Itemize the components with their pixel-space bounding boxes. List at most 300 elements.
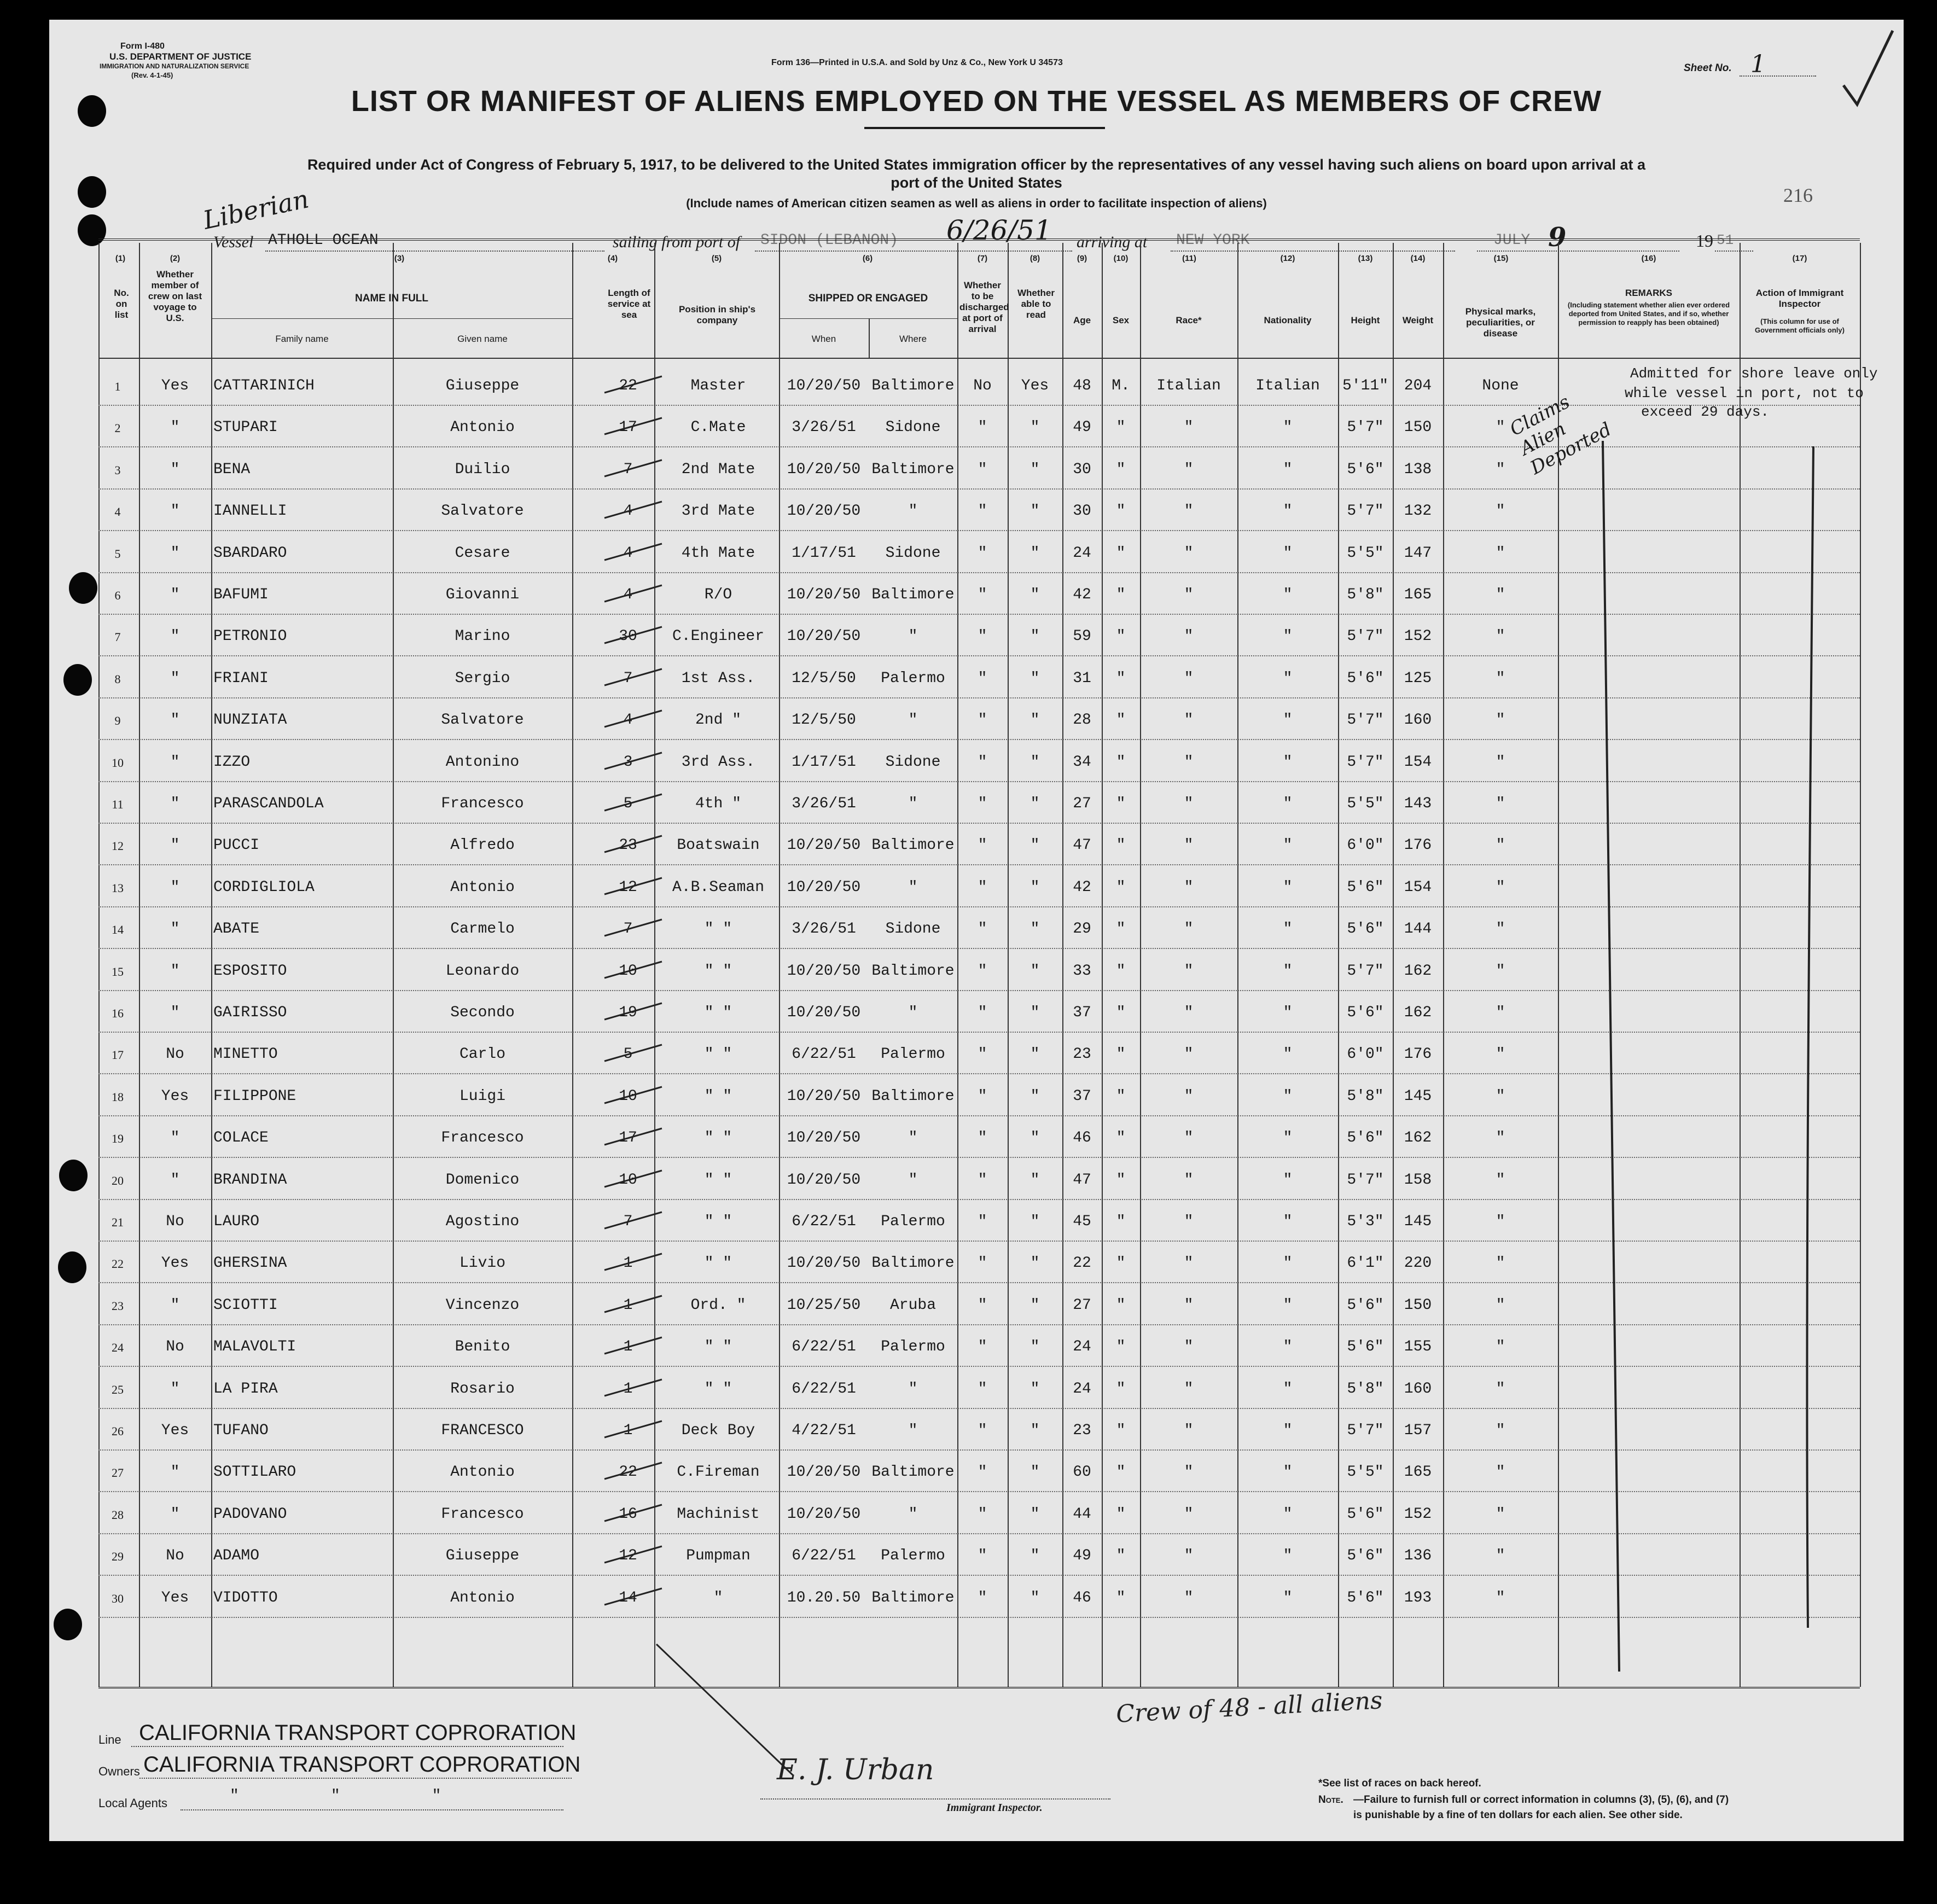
shipped-where-cell: Baltimore <box>871 1255 955 1272</box>
service-length-cell: 22 <box>619 1464 637 1481</box>
age-cell: 33 <box>1073 962 1091 980</box>
age-cell: 24 <box>1073 544 1091 562</box>
weight-cell: 158 <box>1404 1171 1432 1189</box>
service-length-cell: 1 <box>623 1422 633 1439</box>
check-stroke <box>602 784 667 817</box>
year-prefix: 19 <box>1696 231 1713 251</box>
service-length-cell: 5 <box>623 1046 633 1063</box>
family-name-cell: MINETTO <box>213 1046 278 1063</box>
service-length-cell: 14 <box>619 1589 637 1606</box>
shipped-when-cell: 3/26/51 <box>792 795 856 812</box>
physical-marks-cell: " <box>1496 669 1505 687</box>
row-number: 27 <box>112 1466 124 1480</box>
discharge-cell: " <box>978 1046 987 1063</box>
weight-cell: 154 <box>1404 878 1432 896</box>
weight-cell: 152 <box>1404 1505 1432 1523</box>
age-cell: 23 <box>1073 1422 1091 1439</box>
nationality-cell: " <box>1283 962 1293 980</box>
shipped-where-cell: Baltimore <box>871 1589 955 1606</box>
shipped-when-cell: 3/26/51 <box>792 921 856 938</box>
shipped-where-cell: Baltimore <box>871 461 955 478</box>
sex-cell: " <box>1116 419 1126 436</box>
row-number: 13 <box>112 881 124 895</box>
family-name-cell: LAURO <box>213 1213 260 1230</box>
read-cell: " <box>1030 1422 1040 1439</box>
row-number: 9 <box>114 714 121 728</box>
col-num-11: (11) <box>1182 254 1196 263</box>
given-name-cell: Antonio <box>450 1589 515 1606</box>
nationality-cell: " <box>1283 1505 1293 1523</box>
age-cell: 49 <box>1073 419 1091 436</box>
prev-voyage-cell: " <box>170 1004 180 1021</box>
race-cell: " <box>1184 712 1194 729</box>
row-number: 25 <box>112 1382 124 1396</box>
sex-cell: " <box>1116 1380 1126 1398</box>
read-cell: " <box>1030 1171 1040 1189</box>
age-cell: 47 <box>1073 837 1091 854</box>
check-stroke <box>602 1077 667 1110</box>
sex-cell: " <box>1116 669 1126 687</box>
position-cell: Ord. " <box>690 1296 746 1314</box>
col-header-name: NAME IN FULL <box>354 293 429 304</box>
given-name-cell: Secondo <box>450 1004 515 1021</box>
sex-cell: " <box>1116 1046 1126 1063</box>
height-cell: 5'7" <box>1347 628 1384 645</box>
height-cell: 5'6" <box>1347 461 1384 478</box>
service-length-cell: 16 <box>619 1505 637 1523</box>
given-name-cell: Antonio <box>450 1464 515 1481</box>
family-name-cell: MALAVOLTI <box>213 1338 296 1356</box>
position-cell: " " <box>704 921 732 938</box>
family-name-cell: CATTARINICH <box>213 377 315 394</box>
read-cell: " <box>1030 1129 1040 1147</box>
discharge-cell: " <box>978 1547 987 1565</box>
position-cell: 1st Ass. <box>681 669 755 687</box>
race-cell: " <box>1184 461 1194 478</box>
race-cell: " <box>1184 1422 1194 1439</box>
arrival-day: 9 <box>1548 222 1567 253</box>
shipped-where-cell: Baltimore <box>871 1464 955 1481</box>
service-length-cell: 4 <box>623 544 633 562</box>
prev-voyage-cell: " <box>170 1171 180 1189</box>
prev-voyage-cell: Yes <box>161 1087 189 1105</box>
weight-cell: 176 <box>1404 1046 1432 1063</box>
sex-cell: " <box>1116 1589 1126 1606</box>
check-stroke <box>602 826 667 859</box>
family-name-cell: SBARDARO <box>213 544 287 562</box>
age-cell: 29 <box>1073 921 1091 938</box>
race-cell: " <box>1184 1171 1194 1189</box>
discharge-cell: " <box>978 1505 987 1523</box>
check-stroke <box>602 1370 667 1402</box>
height-cell: 5'11" <box>1342 377 1388 394</box>
row-number: 29 <box>112 1550 124 1564</box>
sex-cell: " <box>1116 1464 1126 1481</box>
shipped-when-cell: 10/20/50 <box>787 503 861 520</box>
discharge-cell: " <box>978 628 987 645</box>
col-num-6: (6) <box>862 254 873 263</box>
physical-marks-cell: " <box>1496 1171 1505 1189</box>
race-cell: " <box>1184 962 1194 980</box>
sex-cell: " <box>1116 962 1126 980</box>
nationality-cell: " <box>1283 1213 1293 1230</box>
prev-voyage-cell: " <box>170 712 180 729</box>
read-cell: " <box>1030 962 1040 980</box>
sex-cell: " <box>1116 753 1126 771</box>
note-text-1: —Failure to furnish full or correct information in columns (3), (5), (6), and (7) <box>1353 1794 1729 1806</box>
service-length-cell: 7 <box>623 461 633 478</box>
prev-voyage-cell: No <box>166 1046 184 1063</box>
prev-voyage-cell: " <box>170 544 180 562</box>
sailing-port: SIDON (LEBANON) <box>760 232 899 249</box>
given-name-cell: Carmelo <box>450 921 515 938</box>
shipped-when-cell: 6/22/51 <box>792 1547 856 1565</box>
physical-marks-cell: " <box>1496 1213 1505 1230</box>
shipped-where-cell: " <box>908 1422 918 1439</box>
read-cell: " <box>1030 795 1040 812</box>
service-length-cell: 17 <box>619 419 637 436</box>
position-cell: " " <box>704 1087 732 1105</box>
position-cell: A.B.Seaman <box>672 878 765 896</box>
given-name-cell: Alfredo <box>450 837 515 854</box>
position-cell: " " <box>704 1046 732 1063</box>
position-cell: " " <box>704 1004 732 1021</box>
discharge-cell: " <box>978 1171 987 1189</box>
col-header-when: When <box>811 334 836 344</box>
height-cell: 5'3" <box>1347 1213 1384 1230</box>
physical-marks-cell: None <box>1482 377 1519 394</box>
col-num-2: (2) <box>170 254 181 263</box>
sex-cell: " <box>1116 1296 1126 1314</box>
physical-marks-cell: " <box>1496 837 1505 854</box>
prev-voyage-cell: Yes <box>161 1422 189 1439</box>
family-name-cell: PADOVANO <box>213 1505 287 1523</box>
prev-voyage-cell: No <box>166 1213 184 1230</box>
given-name-cell: Giuseppe <box>445 1547 520 1565</box>
race-cell: " <box>1184 1296 1194 1314</box>
shipped-when-cell: 1/17/51 <box>792 544 856 562</box>
race-cell: " <box>1184 753 1194 771</box>
position-cell: 3rd Ass. <box>681 753 755 771</box>
position-cell: 3rd Mate <box>681 503 755 520</box>
height-cell: 5'6" <box>1347 1296 1384 1314</box>
given-name-cell: Carlo <box>459 1046 505 1063</box>
height-cell: 5'8" <box>1347 1087 1384 1105</box>
family-name-cell: ADAMO <box>213 1547 260 1565</box>
nationality-cell: " <box>1283 1296 1293 1314</box>
race-cell: " <box>1184 921 1194 938</box>
discharge-cell: " <box>978 1338 987 1356</box>
discharge-cell: " <box>978 1255 987 1272</box>
prev-voyage-cell: Yes <box>161 377 189 394</box>
col-num-16: (16) <box>1641 254 1656 263</box>
age-cell: 30 <box>1073 461 1091 478</box>
shipped-where-cell: Sidone <box>885 921 941 938</box>
service-length-cell: 23 <box>619 837 637 854</box>
service-length-cell: 30 <box>619 628 637 645</box>
col-header-weight: Weight <box>1402 315 1434 325</box>
service-length-cell: 1 <box>623 1338 633 1356</box>
shipped-where-cell: " <box>908 1004 918 1021</box>
check-stroke <box>602 952 667 985</box>
col-num-7: (7) <box>977 254 988 263</box>
owners-value: CALIFORNIA TRANSPORT COPRORATION <box>143 1752 581 1777</box>
col-num-12: (12) <box>1280 254 1295 263</box>
age-cell: 46 <box>1073 1589 1091 1606</box>
age-cell: 24 <box>1073 1338 1091 1356</box>
col-header-age: Age <box>1073 315 1091 325</box>
sex-cell: " <box>1116 461 1126 478</box>
shipped-when-cell: 12/5/50 <box>792 669 856 687</box>
read-cell: " <box>1030 1087 1040 1105</box>
vessel-label: Vessel <box>213 233 254 251</box>
owners-label: Owners <box>98 1765 140 1778</box>
height-cell: 6'0" <box>1347 837 1384 854</box>
nationality-cell: " <box>1283 1255 1293 1272</box>
col-header-where: Where <box>899 334 927 344</box>
physical-marks-cell: " <box>1496 1255 1505 1272</box>
col-header-remarks-sub: (Including statement whether alien ever ordered deported from United States, and if so, whether permission to reapply has been obtained) <box>1567 301 1730 327</box>
family-name-cell: BRANDINA <box>213 1171 287 1189</box>
nationality-cell: " <box>1283 921 1293 938</box>
weight-cell: 155 <box>1404 1338 1432 1356</box>
prev-voyage-cell: " <box>170 795 180 812</box>
prev-voyage-cell: " <box>170 461 180 478</box>
height-cell: 5'7" <box>1347 1422 1384 1439</box>
service: IMMIGRATION AND NATURALIZATION SERVICE <box>100 62 249 70</box>
shipped-when-cell: 10/20/50 <box>787 377 861 394</box>
col-num-3: (3) <box>394 254 405 263</box>
given-name-cell: Livio <box>459 1255 505 1272</box>
shipped-where-cell: " <box>908 1505 918 1523</box>
requirement-text: Required under Act of Congress of February 5, 1917, to be delivered to the United States immigration officer by the representatives of any vessel having such aliens on board upon arrival at a <box>307 156 1646 173</box>
family-name-cell: SCIOTTI <box>213 1296 278 1314</box>
service-length-cell: 4 <box>623 712 633 729</box>
col-header-sex: Sex <box>1112 315 1130 325</box>
position-cell: Deck Boy <box>681 1422 755 1439</box>
remarks-handwritten: Claims Alien Deported <box>1506 391 1615 479</box>
physical-marks-cell: " <box>1496 712 1505 729</box>
family-name-cell: BENA <box>213 461 251 478</box>
row-number: 10 <box>112 755 124 770</box>
prev-voyage-cell: " <box>170 878 180 896</box>
shipped-where-cell: Baltimore <box>871 377 955 394</box>
line-label: Line <box>98 1733 121 1746</box>
shipped-when-cell: 6/22/51 <box>792 1380 856 1398</box>
check-stroke <box>602 701 667 733</box>
remarks-typed-3: exceed 29 days. <box>1641 404 1770 420</box>
position-cell: Pumpman <box>686 1547 751 1565</box>
row-number: 22 <box>112 1257 124 1271</box>
check-stroke <box>602 1244 667 1277</box>
col-num-5: (5) <box>711 254 722 263</box>
prev-voyage-cell: " <box>170 586 180 603</box>
shipped-where-cell: " <box>908 878 918 896</box>
position-cell: " <box>713 1589 723 1606</box>
shipped-when-cell: 10/20/50 <box>787 1464 861 1481</box>
sailing-date: 6/26/51 <box>946 214 1052 246</box>
check-stroke <box>602 450 667 483</box>
shipped-where-cell: Palermo <box>881 1547 945 1565</box>
row-number: 18 <box>112 1090 124 1104</box>
shipped-when-cell: 6/22/51 <box>792 1338 856 1356</box>
read-cell: " <box>1030 669 1040 687</box>
weight-cell: 150 <box>1404 419 1432 436</box>
remarks-typed-2: while vessel in port, not to <box>1625 385 1864 401</box>
nationality-cell: " <box>1283 1004 1293 1021</box>
age-cell: 59 <box>1073 628 1091 645</box>
discharge-cell: " <box>978 586 987 603</box>
service-length-cell: 12 <box>619 1547 637 1565</box>
age-cell: 27 <box>1073 1296 1091 1314</box>
shipped-where-cell: Sidone <box>885 544 941 562</box>
given-name-cell: Antonino <box>445 753 520 771</box>
physical-marks-cell: " <box>1496 1464 1505 1481</box>
shipped-when-cell: 10/20/50 <box>787 1255 861 1272</box>
weight-cell: 157 <box>1404 1422 1432 1439</box>
family-name-cell: ABATE <box>213 921 260 938</box>
shipped-when-cell: 10/20/50 <box>787 1129 861 1147</box>
sex-cell: " <box>1116 1255 1126 1272</box>
read-cell: " <box>1030 921 1040 938</box>
sex-cell: " <box>1116 712 1126 729</box>
read-cell: " <box>1030 1046 1040 1063</box>
physical-marks-cell: " <box>1496 1589 1505 1606</box>
prev-voyage-cell: " <box>170 753 180 771</box>
check-stroke <box>602 1035 667 1068</box>
read-cell: " <box>1030 1589 1040 1606</box>
position-cell: Machinist <box>677 1505 760 1523</box>
race-cell: " <box>1184 1464 1194 1481</box>
check-stroke <box>602 659 667 692</box>
discharge-cell: " <box>978 1004 987 1021</box>
check-stroke <box>602 1536 667 1569</box>
shipped-where-cell: " <box>908 1171 918 1189</box>
race-cell: " <box>1184 419 1194 436</box>
check-stroke <box>602 617 667 650</box>
given-name-cell: Sergio <box>455 669 510 687</box>
sex-cell: " <box>1116 503 1126 520</box>
row-number: 8 <box>114 672 121 686</box>
race-cell: " <box>1184 1213 1194 1230</box>
race-cell: " <box>1184 878 1194 896</box>
given-name-cell: Cesare <box>455 544 510 562</box>
check-stroke <box>602 408 667 441</box>
check-stroke <box>602 1202 667 1235</box>
age-cell: 23 <box>1073 1046 1091 1063</box>
race-cell: " <box>1184 669 1194 687</box>
height-cell: 6'1" <box>1347 1255 1384 1272</box>
physical-marks-cell: " <box>1496 544 1505 562</box>
shipped-where-cell: Baltimore <box>871 962 955 980</box>
nationality-cell: " <box>1283 544 1293 562</box>
height-cell: 5'8" <box>1347 1380 1384 1398</box>
position-cell: R/O <box>704 586 732 603</box>
check-stroke <box>602 1286 667 1319</box>
race-cell: " <box>1184 1004 1194 1021</box>
vessel-name: ATHOLL OCEAN <box>268 232 379 249</box>
weight-cell: 125 <box>1404 669 1432 687</box>
shipped-when-cell: 10/20/50 <box>787 628 861 645</box>
shipped-where-cell: " <box>908 712 918 729</box>
weight-cell: 154 <box>1404 753 1432 771</box>
age-cell: 37 <box>1073 1087 1091 1105</box>
check-stroke <box>602 1119 667 1151</box>
given-name-cell: Marino <box>455 628 510 645</box>
race-cell: " <box>1184 1547 1194 1565</box>
sex-cell: " <box>1116 1505 1126 1523</box>
shipped-when-cell: 3/26/51 <box>792 419 856 436</box>
read-cell: " <box>1030 628 1040 645</box>
col-num-14: (14) <box>1410 254 1426 263</box>
weight-cell: 143 <box>1404 795 1432 812</box>
shipped-where-cell: " <box>908 795 918 812</box>
given-name-cell: Rosario <box>450 1380 515 1398</box>
physical-marks-cell: " <box>1496 962 1505 980</box>
sex-cell: " <box>1116 1129 1126 1147</box>
col-header-inspector-sub: (This column for use of Government officials only) <box>1755 317 1845 334</box>
shipped-when-cell: 10.20.50 <box>787 1589 861 1606</box>
nationality-cell: " <box>1283 1171 1293 1189</box>
physical-marks-cell: " <box>1496 795 1505 812</box>
shipped-where-cell: Sidone <box>885 419 941 436</box>
col-header-physical-marks: Physical marks, peculiarities, or disease <box>1465 306 1536 339</box>
nationality-cell: " <box>1283 1087 1293 1105</box>
service-length-cell: 10 <box>619 962 637 980</box>
discharge-cell: " <box>978 1422 987 1439</box>
check-stroke <box>602 1579 667 1611</box>
department: U.S. DEPARTMENT OF JUSTICE <box>109 51 252 62</box>
height-cell: 6'0" <box>1347 1046 1384 1063</box>
prev-voyage-cell: Yes <box>161 1255 189 1272</box>
weight-cell: 162 <box>1404 962 1432 980</box>
shipped-where-cell: " <box>908 1129 918 1147</box>
race-cell: " <box>1184 1087 1194 1105</box>
given-name-cell: FRANCESCO <box>441 1422 524 1439</box>
sex-cell: " <box>1116 1087 1126 1105</box>
page-title: LIST OR MANIFEST OF ALIENS EMPLOYED ON THE VESSEL AS MEMBERS OF CREW <box>351 85 1602 118</box>
position-cell: 2nd Mate <box>681 461 755 478</box>
nationality-cell: " <box>1283 753 1293 771</box>
read-cell: " <box>1030 503 1040 520</box>
nationality-cell: " <box>1283 1422 1293 1439</box>
check-stroke <box>602 1453 667 1486</box>
read-cell: " <box>1030 1338 1040 1356</box>
nationality-cell: " <box>1283 1046 1293 1063</box>
physical-marks-cell: " <box>1496 1505 1505 1523</box>
given-name-cell: Vincenzo <box>445 1296 520 1314</box>
prev-voyage-cell: " <box>170 1464 180 1481</box>
race-cell: " <box>1184 1255 1194 1272</box>
position-cell: Boatswain <box>677 837 760 854</box>
nationality-cell: " <box>1283 1589 1293 1606</box>
row-number: 28 <box>112 1507 124 1522</box>
height-cell: 5'6" <box>1347 1004 1384 1021</box>
nationality-cell: " <box>1283 461 1293 478</box>
col-num-1: (1) <box>115 254 126 263</box>
note-label: Note. <box>1318 1794 1343 1806</box>
check-stroke <box>602 993 667 1026</box>
read-cell: " <box>1030 1255 1040 1272</box>
col-header-race: Race* <box>1176 315 1202 325</box>
sex-cell: " <box>1116 628 1126 645</box>
shipped-where-cell: Sidone <box>885 753 941 771</box>
given-name-cell: Domenico <box>445 1171 520 1189</box>
read-cell: " <box>1030 837 1040 854</box>
weight-cell: 145 <box>1404 1213 1432 1230</box>
position-cell: " " <box>704 1338 732 1356</box>
col-header-service: Length of service at sea <box>607 288 651 320</box>
